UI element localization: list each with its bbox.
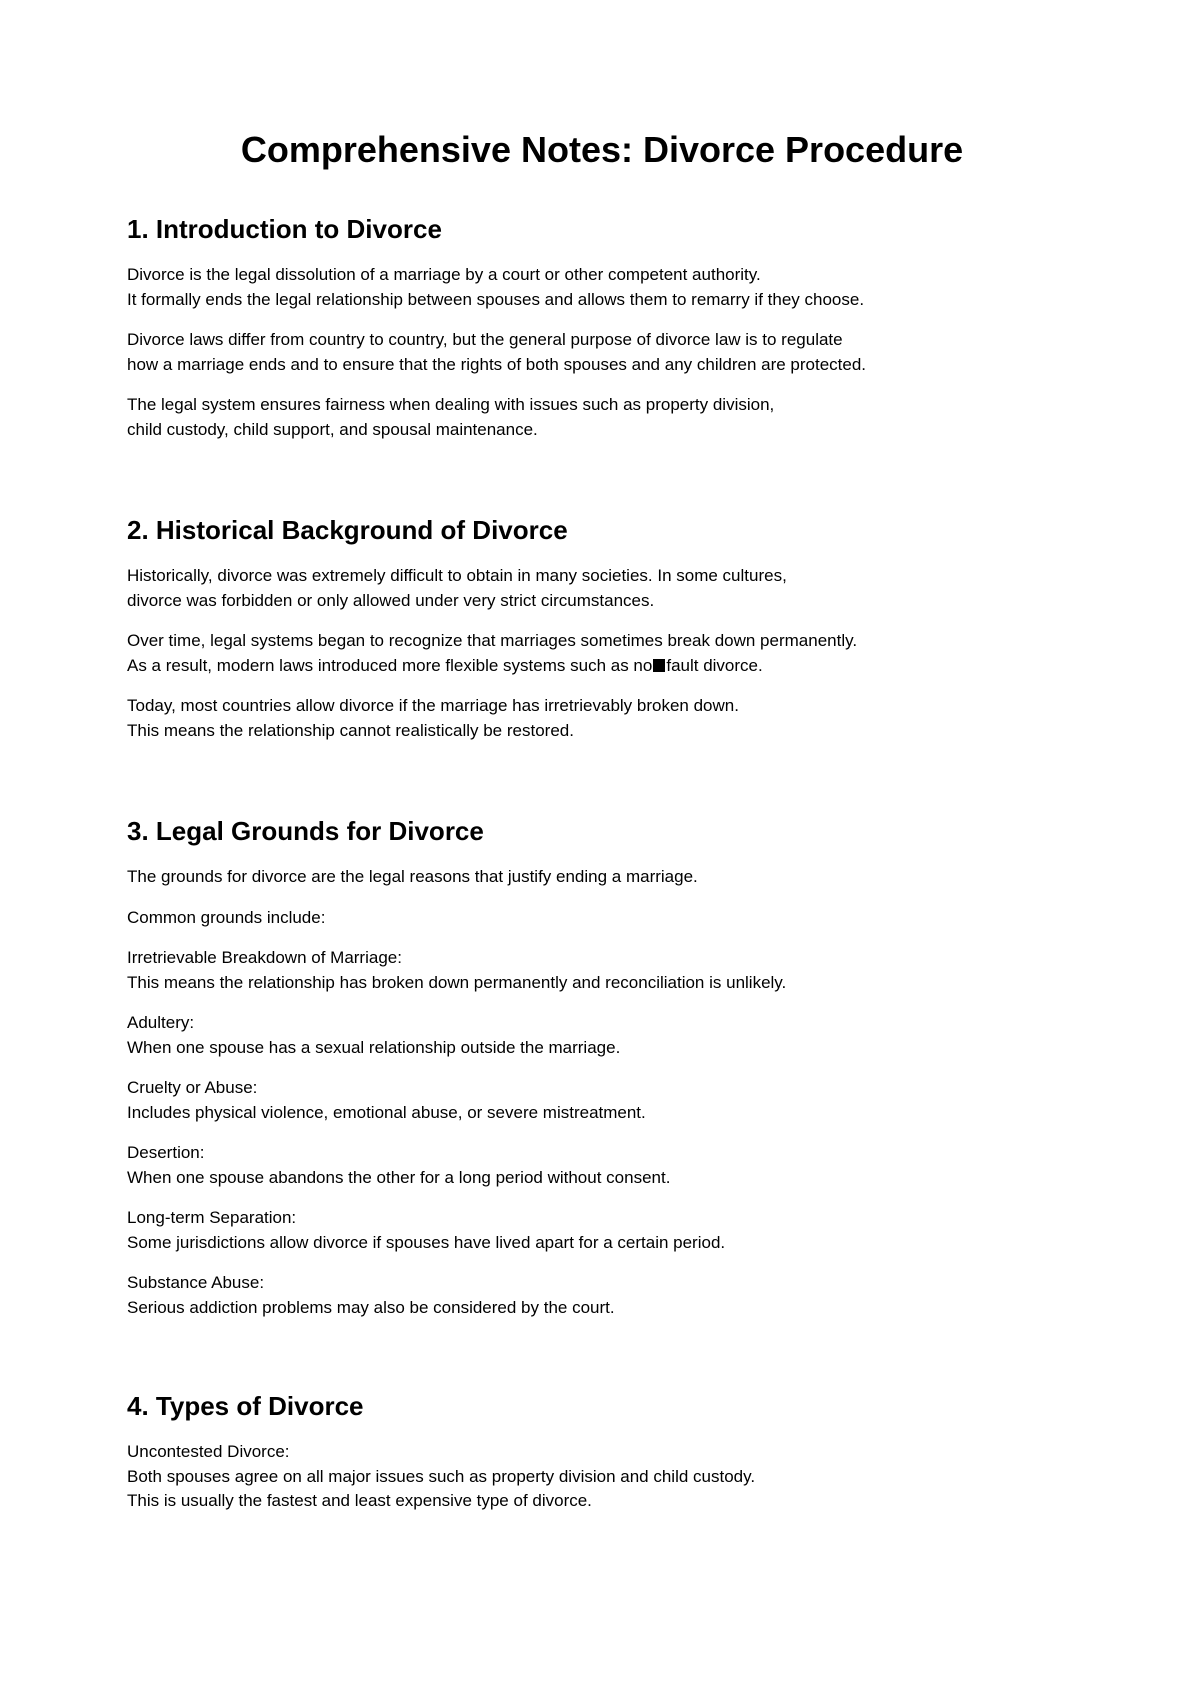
ground-description: Includes physical violence, emotional abuse, or severe mistreatment. [127,1102,646,1122]
section-types-of-divorce [127,1390,1087,1530]
section-heading: 4. Types of Divorce [127,1391,364,1421]
divorce-type-item [127,1440,1087,1514]
paragraph [127,564,1087,613]
ground-item [127,1206,1087,1255]
text-line: Common grounds include: [127,907,326,927]
ground-label: Irretrievable Breakdown of Marriage: [127,948,402,967]
ground-item [127,1011,1087,1060]
missing-glyph-box [653,659,665,672]
paragraph [127,263,1087,312]
text-line: The grounds for divorce are the legal reasons that justify ending a marriage. [127,867,698,886]
ground-description: When one spouse has a sexual relationship outside the marriage. [127,1037,621,1057]
text-line: Over time, legal systems began to recognize that marriages sometimes break down permanently. [127,631,858,650]
text-line: It formally ends the legal relationship between spouses and allows them to remarry if they choose. [127,289,865,309]
text-line: This means the relationship cannot realistically be restored. [127,720,574,740]
ground-item [127,1076,1087,1125]
text-line: Today, most countries allow divorce if the marriage has irretrievably broken down. [127,696,739,715]
paragraph [127,694,1087,743]
text-line: how a marriage ends and to ensure that the rights of both spouses and any children are protected. [127,354,867,374]
ground-item [127,1141,1087,1190]
section-heading: 1. Introduction to Divorce [127,214,442,244]
text-fragment: As a result, modern laws introduced more flexible systems such as no [127,655,653,675]
text-fragment: fault divorce. [666,655,763,675]
section-historical-background [127,514,1087,759]
text-line: child custody, child support, and spousal maintenance. [127,419,538,439]
ground-description: This means the relationship has broken down permanently and reconciliation is unlikely. [127,972,787,992]
paragraph [127,865,1087,890]
paragraph [127,629,1087,678]
paragraph [127,328,1087,377]
section-heading: 3. Legal Grounds for Divorce [127,816,484,846]
ground-item [127,1271,1087,1320]
ground-label: Adultery: [127,1013,195,1032]
text-line: Divorce is the legal dissolution of a marriage by a court or other competent authority. [127,265,761,284]
text-line: The legal system ensures fairness when dealing with issues such as property division, [127,395,775,414]
ground-description: When one spouse abandons the other for a long period without consent. [127,1167,671,1187]
ground-description: Some jurisdictions allow divorce if spouses have lived apart for a certain period. [127,1232,726,1252]
text-line: Historically, divorce was extremely difficult to obtain in many societies. In some cultures, [127,566,787,585]
ground-label: Desertion: [127,1143,205,1162]
type-description: Both spouses agree on all major issues such as property division and child custody. [127,1466,756,1486]
ground-item [127,946,1087,995]
section-legal-grounds [127,815,1087,1336]
text-line: Divorce laws differ from country to country, but the general purpose of divorce law is to regulate [127,330,843,349]
ground-label: Long-term Separation: [127,1208,297,1227]
text-line: divorce was forbidden or only allowed under very strict circumstances. [127,590,655,610]
paragraph [127,906,1087,931]
document-title: Comprehensive Notes: Divorce Procedure [240,129,964,170]
type-label: Uncontested Divorce: [127,1442,290,1461]
paragraph [127,393,1087,442]
ground-description: Serious addiction problems may also be considered by the court. [127,1297,615,1317]
section-heading: 2. Historical Background of Divorce [127,515,568,545]
section-introduction [127,213,1087,458]
ground-label: Cruelty or Abuse: [127,1078,258,1097]
text-line [127,654,1087,679]
type-description: This is usually the fastest and least expensive type of divorce. [127,1491,592,1510]
ground-label: Substance Abuse: [127,1273,265,1292]
